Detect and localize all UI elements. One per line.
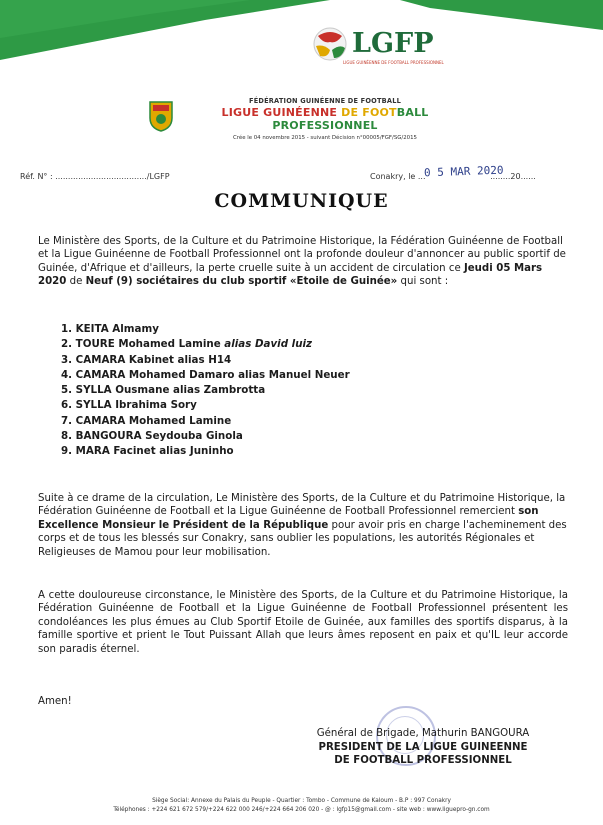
intro-mid: de	[66, 276, 86, 288]
thanks-end: pour avoir pris en charge l'acheminement des corps et de tous les blessés sur Conakry, sans oublier les populations, les autorités Régionales et Religieuses de Mamou pour leur mobilisation.	[38, 519, 567, 558]
federation-name: FÉDÉRATION GUINÉENNE DE FOOTBALL	[248, 97, 402, 105]
list-item: 5. SYLLA Ousmane alias Zambrotta	[61, 384, 266, 397]
ligue-name	[180, 106, 470, 132]
list-item: 6. SYLLA Ibrahima Sory	[61, 399, 197, 412]
condolences-paragraph: A cette douloureuse circonstance, le Ministère des Sports, de la Culture et du Patrimoine Historique, la Fédération Guinéenne de Football et la Ligue Guinéenne de Football Professionnel présentent les condoléances les plus émues au Club Sportif Etoile de Guinée, aux familles des sportifs disparus, à la famille sportive et prient le Tout Puissant Allah que leurs âmes reposent en paix et qu'IL leur accorde son paradis éternel.	[38, 590, 568, 655]
ligue-name-part: BALL PROFESSIONNEL	[272, 106, 429, 132]
thanks-paragraph	[38, 492, 568, 559]
footer-phones: Téléphones : +224 621 672 579/+224 622 000 246/+224 664 206 020 - @ : lgfp15@gmail.com - site web : www.liguepro-gn.com	[113, 807, 490, 813]
intro-paragraph	[38, 235, 568, 289]
creation-decree: Crée le 04 novembre 2015 - suivant Décision n°00005/FGF/SG/2015	[233, 135, 417, 141]
handwritten-date-stamp: 0 5 MAR 2020	[423, 163, 504, 180]
president-mention: son Excellence Monsieur le Président de la République	[38, 506, 539, 531]
thanks-text: Suite à ce drame de la circulation, Le Ministère des Sports, de la Culture et du Patrimoine Historique, la Fédération Guinéenne de Football et la Ligue Guinéenne de Football Professionnel remercient	[38, 493, 566, 518]
intro-end: qui sont :	[397, 276, 449, 288]
footer-contact	[0, 797, 603, 815]
list-item: 2. TOURE Mohamed Lamine alias David luiz	[61, 338, 313, 351]
ligue-name-part: DE FOOT	[341, 106, 397, 119]
victims-count: Neuf (9) sociétaires du club sportif «Etoile de Guinée»	[85, 276, 398, 288]
reference-number: Réf. N° : ..................................../LGFP	[20, 172, 170, 181]
list-item: 4. CAMARA Mohamed Damaro alias Manuel Neuer	[61, 368, 350, 381]
date-suffix: ........20......	[490, 172, 536, 181]
federation-crest-icon	[148, 100, 174, 132]
intro-text: Le Ministère des Sports, de la Culture et du Patrimoine Historique, la Fédération Guinéenne de Football et la Ligue Guinéenne de Football Professionnel ont la profonde douleur d'annoncer au public sportif de Guinée, d'Afrique et d'ailleurs, la perte cruelle suite à un accident de circulation ce	[38, 236, 566, 274]
list-item: 8. BANGOURA Seydouba Ginola	[61, 430, 243, 443]
footer-address: Siège Social: Annexe du Palais du Peuple - Quartier : Tombo - Commune de Kaloum - B.P : 997 Conakry	[152, 798, 451, 804]
ligue-name-part: LIGUE GUINÉENNE	[221, 106, 342, 119]
logo-subtitle: LIGUE GUINÉENNE DE FOOTBALL PROFESSIONNEL	[343, 60, 444, 65]
federation-header	[180, 97, 470, 141]
page-title: COMMUNIQUE	[214, 190, 389, 212]
signatory-title-1: PRESIDENT DE LA LIGUE GUINEENNE	[318, 741, 528, 753]
closing-word: Amen!	[38, 696, 72, 707]
signature-block	[278, 727, 568, 768]
signatory-title-2: DE FOOTBALL PROFESSIONNEL	[334, 755, 512, 766]
list-item: 1. KEITA Almamy	[61, 323, 159, 335]
list-item: 3. CAMARA Kabinet alias H14	[61, 353, 232, 366]
list-item: 7. CAMARA Mohamed Lamine	[61, 414, 232, 427]
victims-list	[61, 322, 350, 460]
signatory-rank: Général de Brigade, Mathurin BANGOURA	[316, 728, 530, 739]
accident-date: Jeudi 05 Mars 2020	[38, 262, 543, 288]
list-item: 9. MARA Facinet alias Juninho	[61, 445, 234, 458]
place-label: Conakry, le ...	[370, 172, 426, 181]
logo-text: LGFP	[352, 28, 434, 59]
